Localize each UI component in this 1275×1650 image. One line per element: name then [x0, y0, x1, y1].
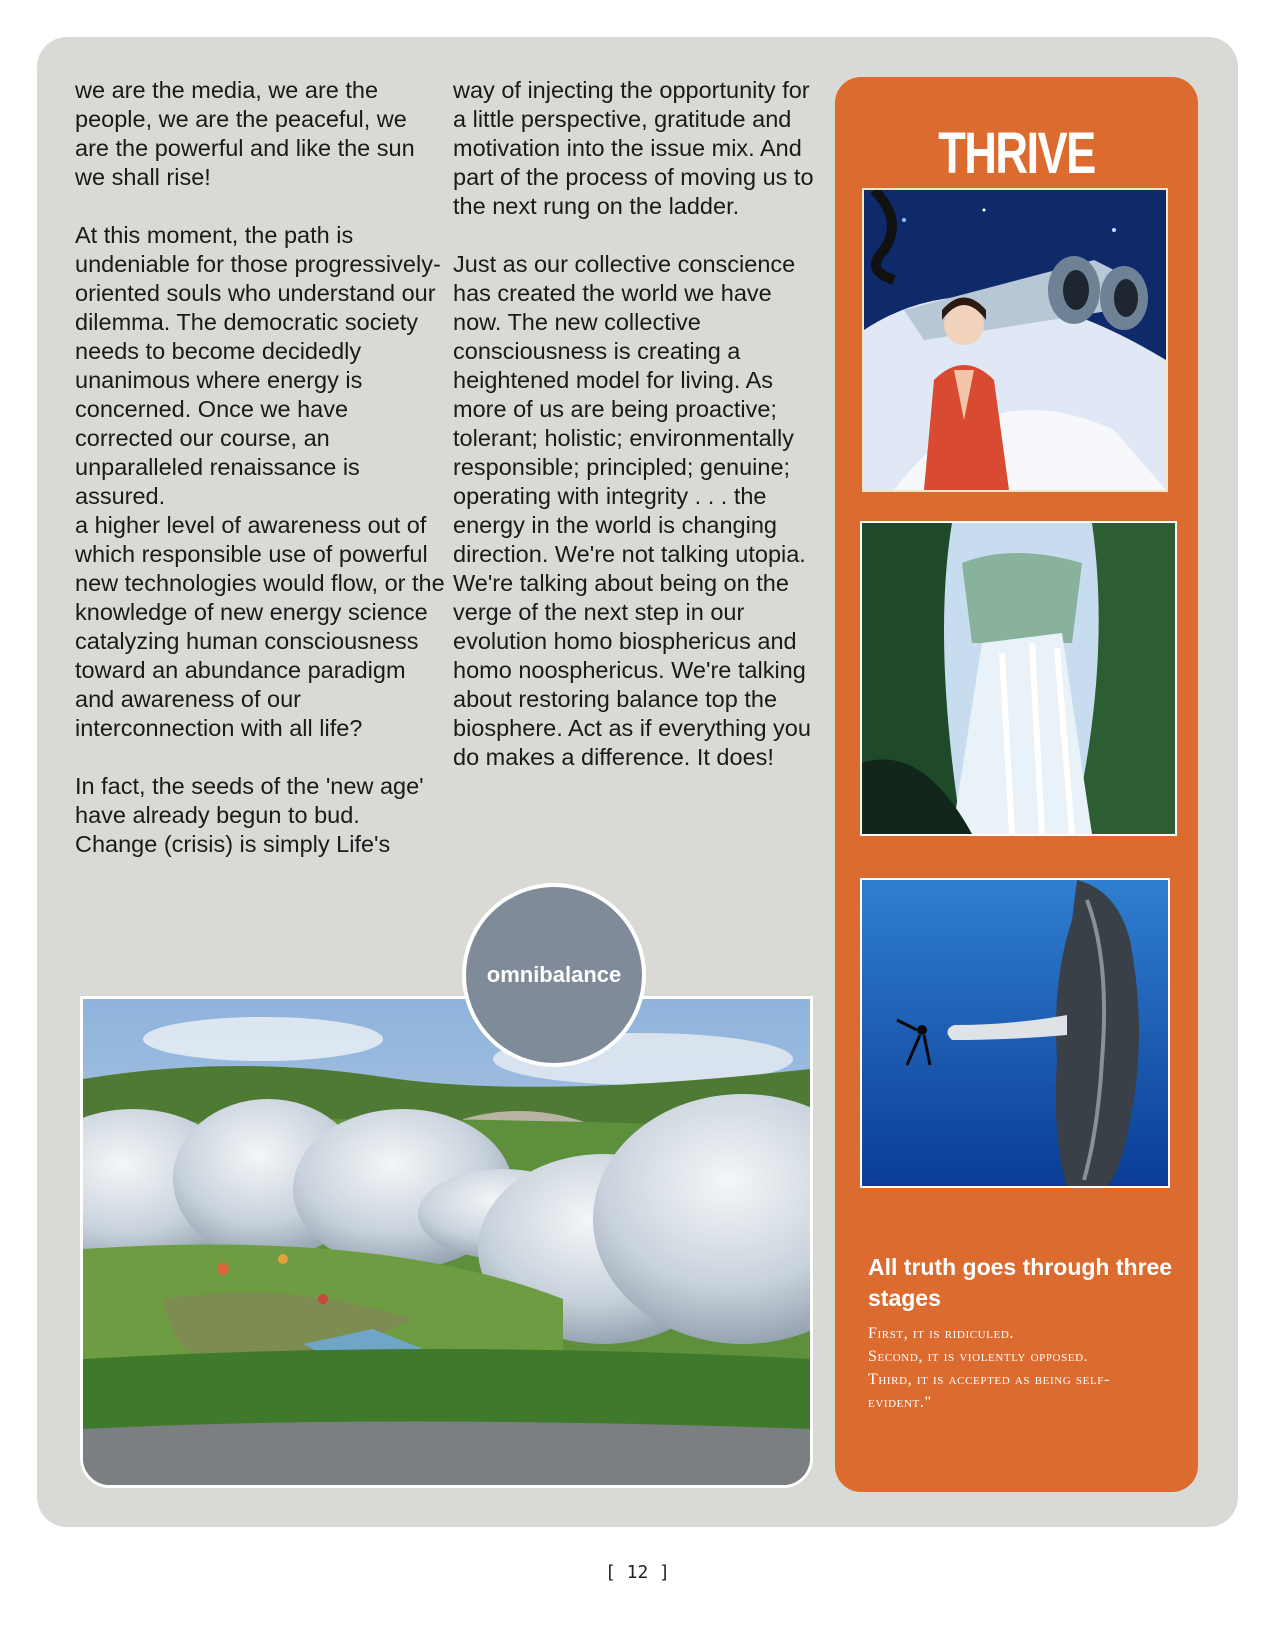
sidebar-heading: THRIVE	[938, 121, 1095, 186]
eden-project-domes-photo	[80, 996, 813, 1488]
column2-paragraph-1: way of injecting the opportunity for a little perspective, gratitude and motivation into the issue mix. And part of the process of moving us to the next rung on the ladder.	[453, 77, 814, 219]
quote-line-3: Third, it is accepted as being self-evident."	[868, 1371, 1110, 1411]
column2-paragraph-2: Just as our collective conscience has created the world we have now. The new collective consciousness is creating a heightened model for living. As more of us are being proactive; tolerant; holistic; environmentally responsible; principled; genuine; operating with integrity . . . the energy in the world is changing direction. We're not talking utopia. We're talking about being on the verge of the next step in our evolution homo biosphericus and homo noosphericus. We're talking about restoring balance top the biosphere. Act as if everything you do makes a difference. It does!	[453, 251, 811, 770]
quote-title: All truth goes through three stages	[868, 1254, 1173, 1311]
quote-line-1: First, it is ridiculed.	[868, 1325, 1014, 1342]
column1-paragraph-1: we are the media, we are the people, we are the peaceful, we are the powerful and like the sun we shall rise!	[75, 77, 415, 190]
waterfall-photo	[860, 521, 1177, 836]
column1-paragraph-4: In fact, the seeds of the 'new age' have already begun to bud. Change (crisis) is simply Life's	[75, 773, 424, 857]
quote-line-2: Second, it is violently opposed.	[868, 1348, 1089, 1365]
text-column-left	[75, 76, 445, 888]
quote-body	[868, 1322, 1168, 1414]
whale-diver-photo	[860, 878, 1170, 1188]
column1-paragraph-3: a higher level of awareness out of which responsible use of powerful new technologies would flow, or the knowledge of new energy science catalyzing human consciousness toward an abundance paradigm and awareness of our interconnection with all life?	[75, 512, 445, 741]
text-column-right	[453, 76, 823, 801]
woman-spaceship-photo	[862, 188, 1168, 492]
thrive-sidebar	[835, 77, 1198, 1492]
page-number: [ 12 ]	[604, 1562, 671, 1583]
badge-label: omnibalance	[486, 962, 622, 987]
column1-paragraph-2: At this moment, the path is undeniable for those progressively-oriented souls who understand our dilemma. The democratic society needs to become decidedly unanimous where energy is concerned. Once we have corrected our course, an unparalleled renaissance is assured.	[75, 222, 441, 509]
omnibalance-badge	[462, 883, 646, 1067]
